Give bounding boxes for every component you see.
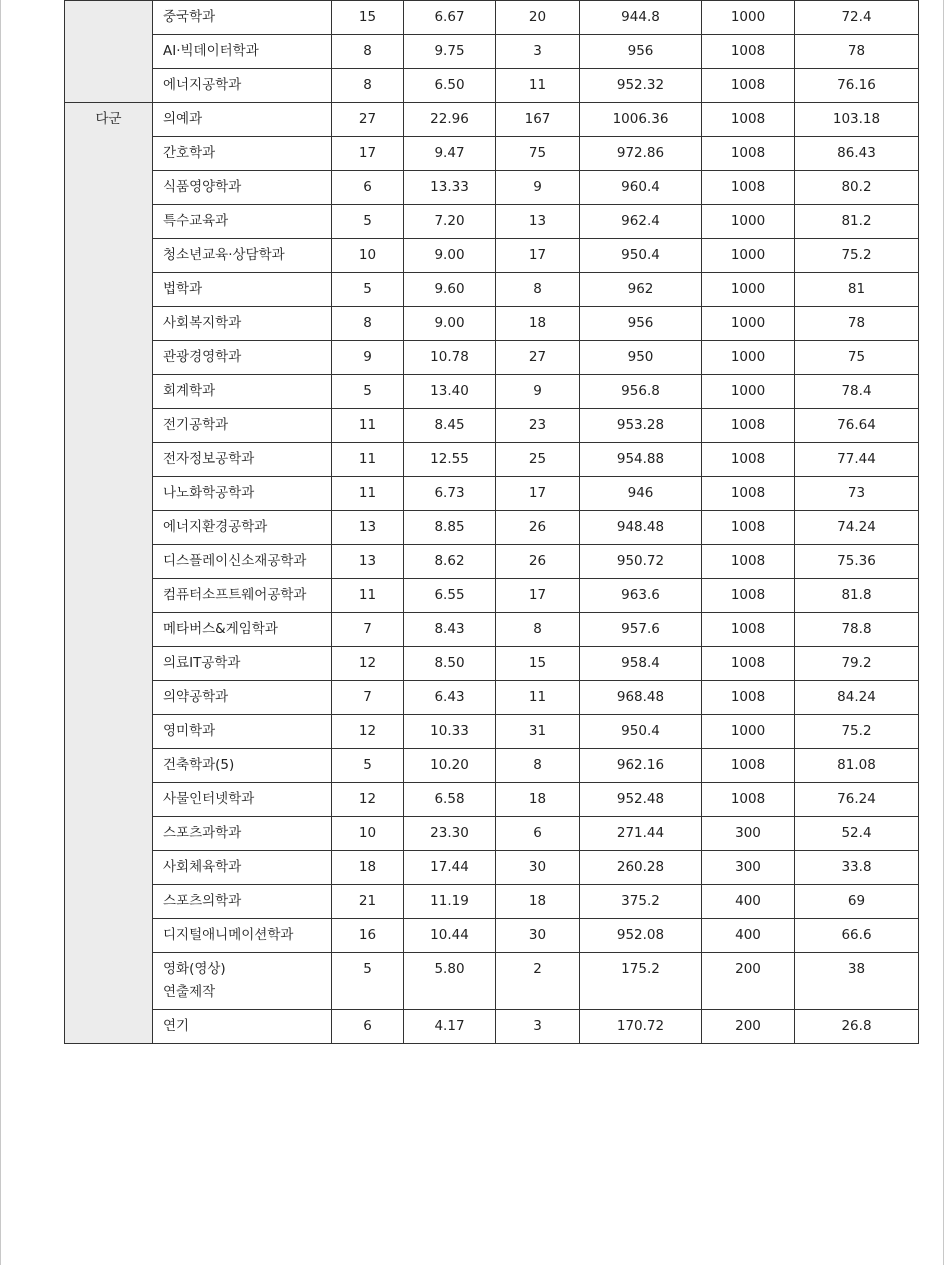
value-cell: 1000 <box>702 307 795 341</box>
value-cell: 81 <box>795 273 919 307</box>
value-cell: 175.2 <box>580 953 702 1010</box>
value-cell: 1008 <box>702 103 795 137</box>
department-name: 연기 <box>153 1010 332 1044</box>
department-name: 회계학과 <box>153 375 332 409</box>
value-cell: 8 <box>332 35 404 69</box>
value-cell: 200 <box>702 1010 795 1044</box>
value-cell: 78.8 <box>795 613 919 647</box>
department-name: 전자정보공학과 <box>153 443 332 477</box>
table-row <box>65 919 919 953</box>
value-cell: 78.4 <box>795 375 919 409</box>
value-cell: 17 <box>496 239 580 273</box>
value-cell: 10.44 <box>404 919 496 953</box>
table-row <box>65 477 919 511</box>
table-row <box>65 239 919 273</box>
value-cell: 10.78 <box>404 341 496 375</box>
value-cell: 26 <box>496 511 580 545</box>
value-cell: 7 <box>332 613 404 647</box>
value-cell: 77.44 <box>795 443 919 477</box>
table-row <box>65 137 919 171</box>
value-cell: 1008 <box>702 137 795 171</box>
value-cell: 8 <box>332 307 404 341</box>
department-name: AI·빅데이터학과 <box>153 35 332 69</box>
value-cell: 2 <box>496 953 580 1010</box>
value-cell: 13 <box>496 205 580 239</box>
value-cell: 1000 <box>702 239 795 273</box>
value-cell: 79.2 <box>795 647 919 681</box>
value-cell: 952.32 <box>580 69 702 103</box>
value-cell: 18 <box>496 783 580 817</box>
value-cell: 7 <box>332 681 404 715</box>
value-cell: 75.2 <box>795 715 919 749</box>
department-name: 의예과 <box>153 103 332 137</box>
value-cell: 6.55 <box>404 579 496 613</box>
value-cell: 3 <box>496 35 580 69</box>
value-cell: 12.55 <box>404 443 496 477</box>
value-cell: 200 <box>702 953 795 1010</box>
value-cell: 950.72 <box>580 545 702 579</box>
value-cell: 26 <box>496 545 580 579</box>
value-cell: 11 <box>496 69 580 103</box>
table-row <box>65 307 919 341</box>
value-cell: 52.4 <box>795 817 919 851</box>
value-cell: 9 <box>496 171 580 205</box>
page-frame-left <box>0 0 1 1265</box>
table-row <box>65 1 919 35</box>
value-cell: 9.47 <box>404 137 496 171</box>
value-cell: 1008 <box>702 443 795 477</box>
value-cell: 6.58 <box>404 783 496 817</box>
table-row <box>65 647 919 681</box>
value-cell: 1000 <box>702 1 795 35</box>
table-row <box>65 103 919 137</box>
value-cell: 13.40 <box>404 375 496 409</box>
value-cell: 21 <box>332 885 404 919</box>
table-row <box>65 715 919 749</box>
table-row <box>65 613 919 647</box>
value-cell: 1000 <box>702 273 795 307</box>
value-cell: 86.43 <box>795 137 919 171</box>
value-cell: 25 <box>496 443 580 477</box>
value-cell: 11 <box>496 681 580 715</box>
department-name: 영화(영상) 연출제작 <box>153 953 332 1010</box>
table-row <box>65 171 919 205</box>
value-cell: 8 <box>332 69 404 103</box>
value-cell: 8.50 <box>404 647 496 681</box>
value-cell: 10.20 <box>404 749 496 783</box>
group-cell-previous <box>65 1 153 103</box>
department-name: 사회복지학과 <box>153 307 332 341</box>
value-cell: 5 <box>332 205 404 239</box>
value-cell: 10 <box>332 239 404 273</box>
value-cell: 75 <box>496 137 580 171</box>
value-cell: 84.24 <box>795 681 919 715</box>
department-name: 스포츠의학과 <box>153 885 332 919</box>
value-cell: 5 <box>332 273 404 307</box>
value-cell: 75 <box>795 341 919 375</box>
value-cell: 6 <box>332 1010 404 1044</box>
department-name: 나노화학공학과 <box>153 477 332 511</box>
value-cell: 76.16 <box>795 69 919 103</box>
value-cell: 953.28 <box>580 409 702 443</box>
value-cell: 1008 <box>702 783 795 817</box>
department-name: 법학과 <box>153 273 332 307</box>
department-name: 컴퓨터소프트웨어공학과 <box>153 579 332 613</box>
value-cell: 75.36 <box>795 545 919 579</box>
value-cell: 1000 <box>702 375 795 409</box>
value-cell: 956 <box>580 35 702 69</box>
value-cell: 30 <box>496 851 580 885</box>
value-cell: 9.60 <box>404 273 496 307</box>
value-cell: 960.4 <box>580 171 702 205</box>
value-cell: 18 <box>332 851 404 885</box>
value-cell: 944.8 <box>580 1 702 35</box>
value-cell: 5.80 <box>404 953 496 1010</box>
value-cell: 8.45 <box>404 409 496 443</box>
value-cell: 5 <box>332 375 404 409</box>
value-cell: 1000 <box>702 205 795 239</box>
value-cell: 81.2 <box>795 205 919 239</box>
value-cell: 17 <box>332 137 404 171</box>
table-row <box>65 817 919 851</box>
department-name: 의약공학과 <box>153 681 332 715</box>
value-cell: 75.2 <box>795 239 919 273</box>
value-cell: 81.08 <box>795 749 919 783</box>
value-cell: 5 <box>332 953 404 1010</box>
value-cell: 11 <box>332 477 404 511</box>
department-name: 관광경영학과 <box>153 341 332 375</box>
value-cell: 1008 <box>702 749 795 783</box>
value-cell: 946 <box>580 477 702 511</box>
value-cell: 300 <box>702 817 795 851</box>
value-cell: 1008 <box>702 647 795 681</box>
value-cell: 1008 <box>702 35 795 69</box>
value-cell: 8 <box>496 749 580 783</box>
value-cell: 80.2 <box>795 171 919 205</box>
value-cell: 1008 <box>702 579 795 613</box>
department-name: 전기공학과 <box>153 409 332 443</box>
department-name: 에너지공학과 <box>153 69 332 103</box>
value-cell: 69 <box>795 885 919 919</box>
value-cell: 167 <box>496 103 580 137</box>
value-cell: 16 <box>332 919 404 953</box>
department-name: 사물인터넷학과 <box>153 783 332 817</box>
value-cell: 956.8 <box>580 375 702 409</box>
value-cell: 66.6 <box>795 919 919 953</box>
table-row <box>65 545 919 579</box>
table-row <box>65 851 919 885</box>
value-cell: 400 <box>702 919 795 953</box>
value-cell: 260.28 <box>580 851 702 885</box>
value-cell: 12 <box>332 715 404 749</box>
value-cell: 8.85 <box>404 511 496 545</box>
value-cell: 11 <box>332 443 404 477</box>
value-cell: 1008 <box>702 409 795 443</box>
value-cell: 15 <box>332 1 404 35</box>
department-name: 간호학과 <box>153 137 332 171</box>
department-name: 건축학과(5) <box>153 749 332 783</box>
value-cell: 9.00 <box>404 307 496 341</box>
department-name: 청소년교육·상담학과 <box>153 239 332 273</box>
table-row <box>65 375 919 409</box>
department-name: 스포츠과학과 <box>153 817 332 851</box>
value-cell: 17 <box>496 477 580 511</box>
value-cell: 8 <box>496 613 580 647</box>
value-cell: 78 <box>795 35 919 69</box>
admission-results-table <box>64 0 919 1044</box>
value-cell: 15 <box>496 647 580 681</box>
department-name: 식품영양학과 <box>153 171 332 205</box>
value-cell: 1000 <box>702 341 795 375</box>
table-row <box>65 885 919 919</box>
value-cell: 9 <box>332 341 404 375</box>
department-name: 디지털애니메이션학과 <box>153 919 332 953</box>
value-cell: 1008 <box>702 545 795 579</box>
table-row <box>65 579 919 613</box>
value-cell: 17 <box>496 579 580 613</box>
value-cell: 20 <box>496 1 580 35</box>
value-cell: 6 <box>332 171 404 205</box>
value-cell: 400 <box>702 885 795 919</box>
value-cell: 18 <box>496 307 580 341</box>
value-cell: 103.18 <box>795 103 919 137</box>
value-cell: 962.4 <box>580 205 702 239</box>
table-row <box>65 35 919 69</box>
value-cell: 1008 <box>702 69 795 103</box>
value-cell: 38 <box>795 953 919 1010</box>
value-cell: 81.8 <box>795 579 919 613</box>
value-cell: 72.4 <box>795 1 919 35</box>
table-row <box>65 681 919 715</box>
table-row <box>65 1010 919 1044</box>
value-cell: 31 <box>496 715 580 749</box>
value-cell: 9.75 <box>404 35 496 69</box>
value-cell: 9 <box>496 375 580 409</box>
value-cell: 26.8 <box>795 1010 919 1044</box>
value-cell: 3 <box>496 1010 580 1044</box>
value-cell: 10 <box>332 817 404 851</box>
value-cell: 23.30 <box>404 817 496 851</box>
value-cell: 6.67 <box>404 1 496 35</box>
value-cell: 11 <box>332 409 404 443</box>
value-cell: 962 <box>580 273 702 307</box>
table-row <box>65 341 919 375</box>
table-row <box>65 511 919 545</box>
value-cell: 13 <box>332 545 404 579</box>
value-cell: 952.48 <box>580 783 702 817</box>
value-cell: 952.08 <box>580 919 702 953</box>
value-cell: 74.24 <box>795 511 919 545</box>
value-cell: 11 <box>332 579 404 613</box>
value-cell: 962.16 <box>580 749 702 783</box>
value-cell: 30 <box>496 919 580 953</box>
department-name: 중국학과 <box>153 1 332 35</box>
department-name: 의료IT공학과 <box>153 647 332 681</box>
value-cell: 963.6 <box>580 579 702 613</box>
department-name: 메타버스&게임학과 <box>153 613 332 647</box>
value-cell: 1008 <box>702 613 795 647</box>
value-cell: 950 <box>580 341 702 375</box>
value-cell: 375.2 <box>580 885 702 919</box>
table-row <box>65 69 919 103</box>
department-name: 사회체육학과 <box>153 851 332 885</box>
value-cell: 10.33 <box>404 715 496 749</box>
value-cell: 22.96 <box>404 103 496 137</box>
table-row <box>65 273 919 307</box>
value-cell: 78 <box>795 307 919 341</box>
value-cell: 9.00 <box>404 239 496 273</box>
value-cell: 33.8 <box>795 851 919 885</box>
table-row <box>65 783 919 817</box>
department-name: 영미학과 <box>153 715 332 749</box>
value-cell: 18 <box>496 885 580 919</box>
table-row <box>65 409 919 443</box>
value-cell: 170.72 <box>580 1010 702 1044</box>
value-cell: 968.48 <box>580 681 702 715</box>
value-cell: 4.17 <box>404 1010 496 1044</box>
value-cell: 954.88 <box>580 443 702 477</box>
value-cell: 1008 <box>702 511 795 545</box>
value-cell: 23 <box>496 409 580 443</box>
value-cell: 11.19 <box>404 885 496 919</box>
value-cell: 6.73 <box>404 477 496 511</box>
value-cell: 958.4 <box>580 647 702 681</box>
value-cell: 73 <box>795 477 919 511</box>
value-cell: 1008 <box>702 681 795 715</box>
value-cell: 271.44 <box>580 817 702 851</box>
value-cell: 12 <box>332 647 404 681</box>
group-label: 다군 <box>65 103 153 1044</box>
value-cell: 13.33 <box>404 171 496 205</box>
table-row <box>65 749 919 783</box>
value-cell: 950.4 <box>580 239 702 273</box>
value-cell: 12 <box>332 783 404 817</box>
department-name: 특수교육과 <box>153 205 332 239</box>
value-cell: 1008 <box>702 477 795 511</box>
value-cell: 956 <box>580 307 702 341</box>
value-cell: 6 <box>496 817 580 851</box>
value-cell: 8 <box>496 273 580 307</box>
value-cell: 1000 <box>702 715 795 749</box>
value-cell: 6.43 <box>404 681 496 715</box>
value-cell: 13 <box>332 511 404 545</box>
value-cell: 17.44 <box>404 851 496 885</box>
value-cell: 5 <box>332 749 404 783</box>
value-cell: 27 <box>332 103 404 137</box>
value-cell: 1006.36 <box>580 103 702 137</box>
value-cell: 76.24 <box>795 783 919 817</box>
value-cell: 950.4 <box>580 715 702 749</box>
department-name: 디스플레이신소재공학과 <box>153 545 332 579</box>
value-cell: 76.64 <box>795 409 919 443</box>
table-row <box>65 953 919 1010</box>
value-cell: 27 <box>496 341 580 375</box>
value-cell: 300 <box>702 851 795 885</box>
value-cell: 8.62 <box>404 545 496 579</box>
value-cell: 8.43 <box>404 613 496 647</box>
value-cell: 948.48 <box>580 511 702 545</box>
value-cell: 972.86 <box>580 137 702 171</box>
department-name: 에너지환경공학과 <box>153 511 332 545</box>
value-cell: 6.50 <box>404 69 496 103</box>
table-row <box>65 443 919 477</box>
value-cell: 957.6 <box>580 613 702 647</box>
value-cell: 7.20 <box>404 205 496 239</box>
value-cell: 1008 <box>702 171 795 205</box>
table-row <box>65 205 919 239</box>
